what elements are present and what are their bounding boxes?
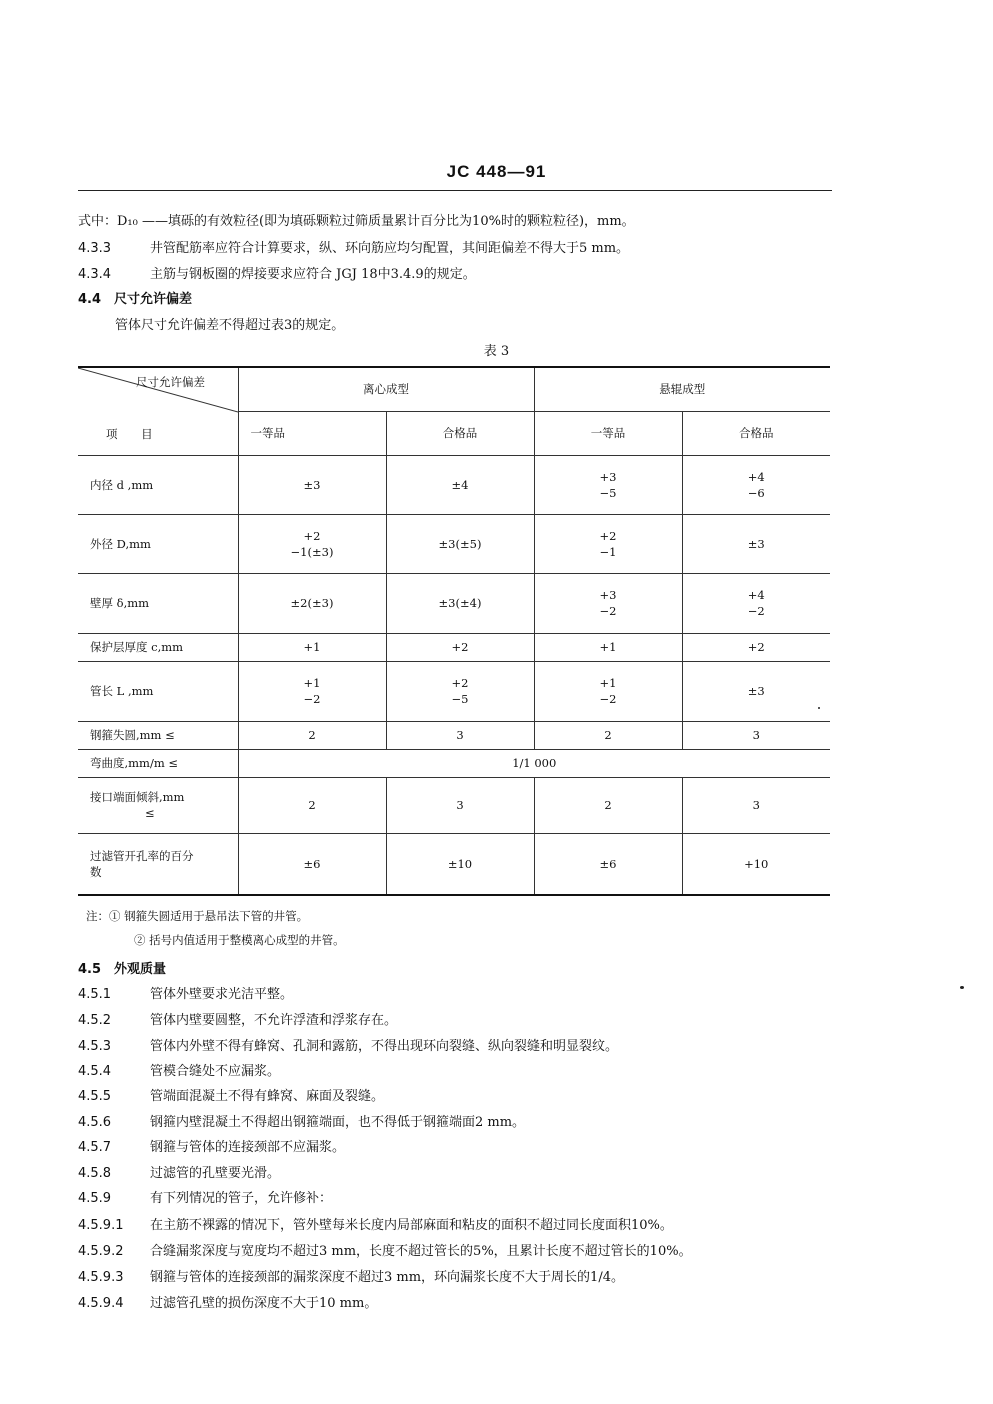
table-row [78, 455, 830, 514]
clause-text: 管体内壁要圆整，不允许浮渣和浮浆存在。 [150, 1013, 398, 1028]
cell-value: ±4 [451, 477, 469, 492]
clause-text: 过滤管孔壁的损伤深度不大于10 mm。 [150, 1296, 378, 1311]
table-cell [682, 833, 830, 895]
clause-4-5-8 [78, 1162, 280, 1181]
table-cell [534, 573, 682, 633]
table-header-row [78, 367, 830, 411]
scan-speck [818, 707, 820, 709]
cell-value: ±3 [303, 477, 321, 492]
tolerance-table [78, 366, 830, 896]
cell-value: +3 [599, 588, 617, 602]
cell-value: +1 [303, 640, 321, 654]
table-cell [682, 633, 830, 661]
cell-value: 2 [308, 728, 316, 742]
cell-value: +4 [747, 469, 765, 484]
table-cell [386, 633, 534, 661]
clause-number: 4.5.7 [78, 1140, 112, 1155]
table-caption: 表 3 [483, 344, 510, 359]
section-heading-4-5 [78, 958, 166, 977]
clause-text: 过滤管的孔壁要光滑。 [150, 1166, 281, 1181]
subheader-cell: 一等品 [238, 411, 386, 455]
table-cell [238, 514, 386, 573]
clause-4-5-4 [78, 1060, 280, 1079]
clause-text: 管端面混凝土不得有蜂窝、麻面及裂缝。 [150, 1089, 385, 1104]
section-heading-4-4 [78, 288, 192, 307]
cell-value: −5 [599, 485, 617, 500]
clause-4-3-3 [78, 237, 629, 256]
cell-value: +1 [599, 676, 617, 690]
table-cell [534, 777, 682, 833]
clause-4-5-9-4 [78, 1292, 377, 1311]
cell-value: ±3 [747, 536, 765, 551]
cell-value: +1 [303, 676, 321, 690]
table-cell [238, 661, 386, 721]
table-cell [682, 777, 830, 833]
clause-4-3-4 [78, 263, 476, 282]
cell-value: ±10 [447, 856, 473, 871]
table-cell [682, 514, 830, 573]
clause-number: 4.5.4 [78, 1064, 112, 1079]
group-header-centrifugal: 离心成型 [238, 367, 534, 411]
table-row [78, 833, 830, 895]
clause-number: 4.5.9.1 [78, 1218, 124, 1233]
clause-number: 4.5.9 [78, 1191, 112, 1206]
clause-text: 钢箍内壁混凝土不得超出钢箍端面，也不得低于钢箍端面2 mm。 [150, 1115, 526, 1130]
row-label: 壁厚 δ,mm [78, 573, 238, 633]
cell-value: +10 [744, 856, 769, 871]
clause-number: 4.3.4 [78, 267, 112, 282]
clause-text: 合缝漏浆深度与宽度均不超过3 mm，长度不超过管长的5%，且累计长度不超过管长的10%。 [150, 1244, 692, 1259]
cell-value: 3 [456, 728, 464, 742]
table-cell [534, 721, 682, 749]
cell-value: +2 [599, 528, 617, 543]
table-cell [386, 661, 534, 721]
table-cell [534, 633, 682, 661]
cell-value: −2 [303, 692, 321, 706]
row-label-line: ≤ [145, 806, 155, 820]
table-cell [534, 455, 682, 514]
row-label-line: 接口端面倾斜,mm [90, 790, 185, 804]
clause-text: 在主筋不裸露的情况下，管外壁每米长度内局部麻面和粘皮的面积不超过同长度面积10%。 [150, 1218, 673, 1233]
table-row [78, 633, 830, 661]
cell-value: +2 [303, 528, 321, 543]
table-cell [682, 455, 830, 514]
corner-top-label: 尺寸允许偏差 [136, 375, 205, 389]
clause-text: 主筋与钢板圈的焊接要求应符合 JGJ 18中3.4.9的规定。 [150, 267, 476, 282]
section-title: 尺寸允许偏差 [114, 292, 193, 307]
table-cell [682, 721, 830, 749]
row-label: 钢箍失圆,mm ≤ [78, 721, 238, 749]
table-cell [682, 573, 830, 633]
clause-4-5-3 [78, 1035, 618, 1054]
cell-value: ±6 [599, 856, 617, 871]
row-label: 管长 L ,mm [78, 661, 238, 721]
cell-value: ±2(±3) [290, 596, 334, 610]
subheader-cell: 一等品 [534, 411, 682, 455]
row-label: 外径 D,mm [78, 514, 238, 573]
table-cell [238, 833, 386, 895]
table-cell [238, 573, 386, 633]
clause-text: 钢箍与管体的连接颈部不应漏浆。 [150, 1140, 346, 1155]
cell-value: −2 [599, 692, 617, 706]
clause-4-5-9-2 [78, 1240, 692, 1259]
table-row [78, 721, 830, 749]
section-4-4-text: 管体尺寸允许偏差不得超过表3的规定。 [115, 318, 345, 333]
group-header-roller: 悬辊成型 [534, 367, 830, 411]
section-number: 4.4 [78, 292, 102, 307]
cell-value: ±3(±4) [438, 596, 482, 610]
clause-text: 管体内外壁不得有蜂窝、孔洞和露筋，不得出现环向裂缝、纵向裂缝和明显裂纹。 [150, 1039, 619, 1054]
cell-value: −2 [599, 604, 617, 618]
diagonal-header-cell [78, 367, 238, 455]
row-label: 保护层厚度 c,mm [78, 633, 238, 661]
clause-4-5-9 [78, 1187, 332, 1206]
cell-value: 2 [308, 798, 316, 812]
clause-number: 4.5.1 [78, 987, 112, 1002]
table-cell [682, 661, 830, 721]
cell-value: +2 [451, 676, 469, 690]
clause-4-5-9-1 [78, 1214, 673, 1233]
clause-4-5-6 [78, 1111, 525, 1130]
table-cell [386, 514, 534, 573]
clause-text: 钢箍与管体的连接颈部的漏浆深度不超过3 mm，环向漏浆长度不大于周长的1/4。 [150, 1270, 624, 1285]
section-title: 外观质量 [114, 962, 167, 977]
clause-number: 4.5.9.3 [78, 1270, 124, 1285]
clause-number: 4.5.9.4 [78, 1296, 124, 1311]
cell-value: ±6 [303, 856, 321, 871]
row-label-line: 过滤管开孔率的百分 [90, 848, 194, 863]
clause-number: 4.5.8 [78, 1166, 112, 1181]
table-note-1: 注：① 钢箍失圆适用于悬吊法下管的井管。 [86, 909, 309, 923]
clause-number: 4.3.3 [78, 241, 112, 256]
clause-4-5-9-3 [78, 1266, 624, 1285]
table-row [78, 661, 830, 721]
cell-value: 3 [752, 798, 760, 812]
clause-number: 4.5.2 [78, 1013, 112, 1028]
clause-number: 4.5.6 [78, 1115, 112, 1130]
cell-value: +2 [451, 640, 469, 654]
table-cell [386, 455, 534, 514]
table-cell [238, 455, 386, 514]
table-cell [238, 777, 386, 833]
table-cell [534, 661, 682, 721]
spanned-cell: 1/1 000 [238, 749, 830, 777]
clause-text: 井管配筋率应符合计算要求，纵、环向筋应均匀配置，其间距偏差不得大于5 mm。 [150, 241, 630, 256]
table-cell [386, 573, 534, 633]
formula-definition [78, 210, 635, 229]
row-label: 弯曲度,mm/m ≤ [78, 749, 238, 777]
table-row [78, 749, 830, 777]
cell-value: ±3 [747, 684, 765, 698]
clause-text: 管模合缝处不应漏浆。 [150, 1064, 281, 1079]
cell-value: −1 [599, 544, 617, 559]
table-note-2: ② 括号内值适用于整模离心成型的井管。 [134, 933, 345, 947]
clause-text: 有下列情况的管子，允许修补： [150, 1191, 333, 1206]
formula-definition-text: 式中：D₁₀ ——填砾的有效粒径(即为填砾颗粒过筛质量累计百分比为10%时的颗粒粒径)，mm。 [78, 214, 635, 229]
clause-number: 4.5.9.2 [78, 1244, 124, 1259]
table-row [78, 777, 830, 833]
table-cell [238, 721, 386, 749]
clause-4-5-1 [78, 983, 293, 1002]
header-rule [78, 190, 832, 191]
cell-value: +2 [747, 640, 765, 654]
subheader-cell: 合格品 [682, 411, 830, 455]
clause-number: 4.5.5 [78, 1089, 112, 1104]
section-number: 4.5 [78, 962, 102, 977]
table-row [78, 514, 830, 573]
subheader-cell: 合格品 [386, 411, 534, 455]
clause-4-5-7 [78, 1136, 345, 1155]
scan-speck [960, 986, 964, 989]
row-label [78, 777, 238, 833]
cell-value: 2 [604, 728, 612, 742]
corner-bottom-label: 项 目 [106, 427, 163, 441]
row-label [78, 833, 238, 895]
cell-value: −1(±3) [290, 544, 334, 559]
document-code-header: JC 448—91 [446, 162, 547, 181]
table-cell [386, 833, 534, 895]
cell-value: +4 [747, 588, 765, 602]
clause-4-5-2 [78, 1009, 397, 1028]
table-cell [534, 833, 682, 895]
cell-value: −6 [747, 485, 765, 500]
table-cell [238, 633, 386, 661]
cell-value: 3 [752, 728, 760, 742]
cell-value: +3 [599, 469, 617, 484]
clause-4-5-5 [78, 1085, 384, 1104]
cell-value: −2 [747, 604, 765, 618]
cell-value: 3 [456, 798, 464, 812]
clause-text: 管体外壁要求光洁平整。 [150, 987, 294, 1002]
table-cell [386, 777, 534, 833]
row-label-line: 数 [90, 864, 102, 879]
table-cell [534, 514, 682, 573]
cell-value: ±3(±5) [438, 536, 482, 551]
cell-value: 2 [604, 798, 612, 812]
cell-value: −5 [451, 692, 469, 706]
table-cell [386, 721, 534, 749]
cell-value: +1 [599, 640, 617, 654]
row-label: 内径 d ,mm [78, 455, 238, 514]
clause-number: 4.5.3 [78, 1039, 112, 1054]
table-row [78, 573, 830, 633]
